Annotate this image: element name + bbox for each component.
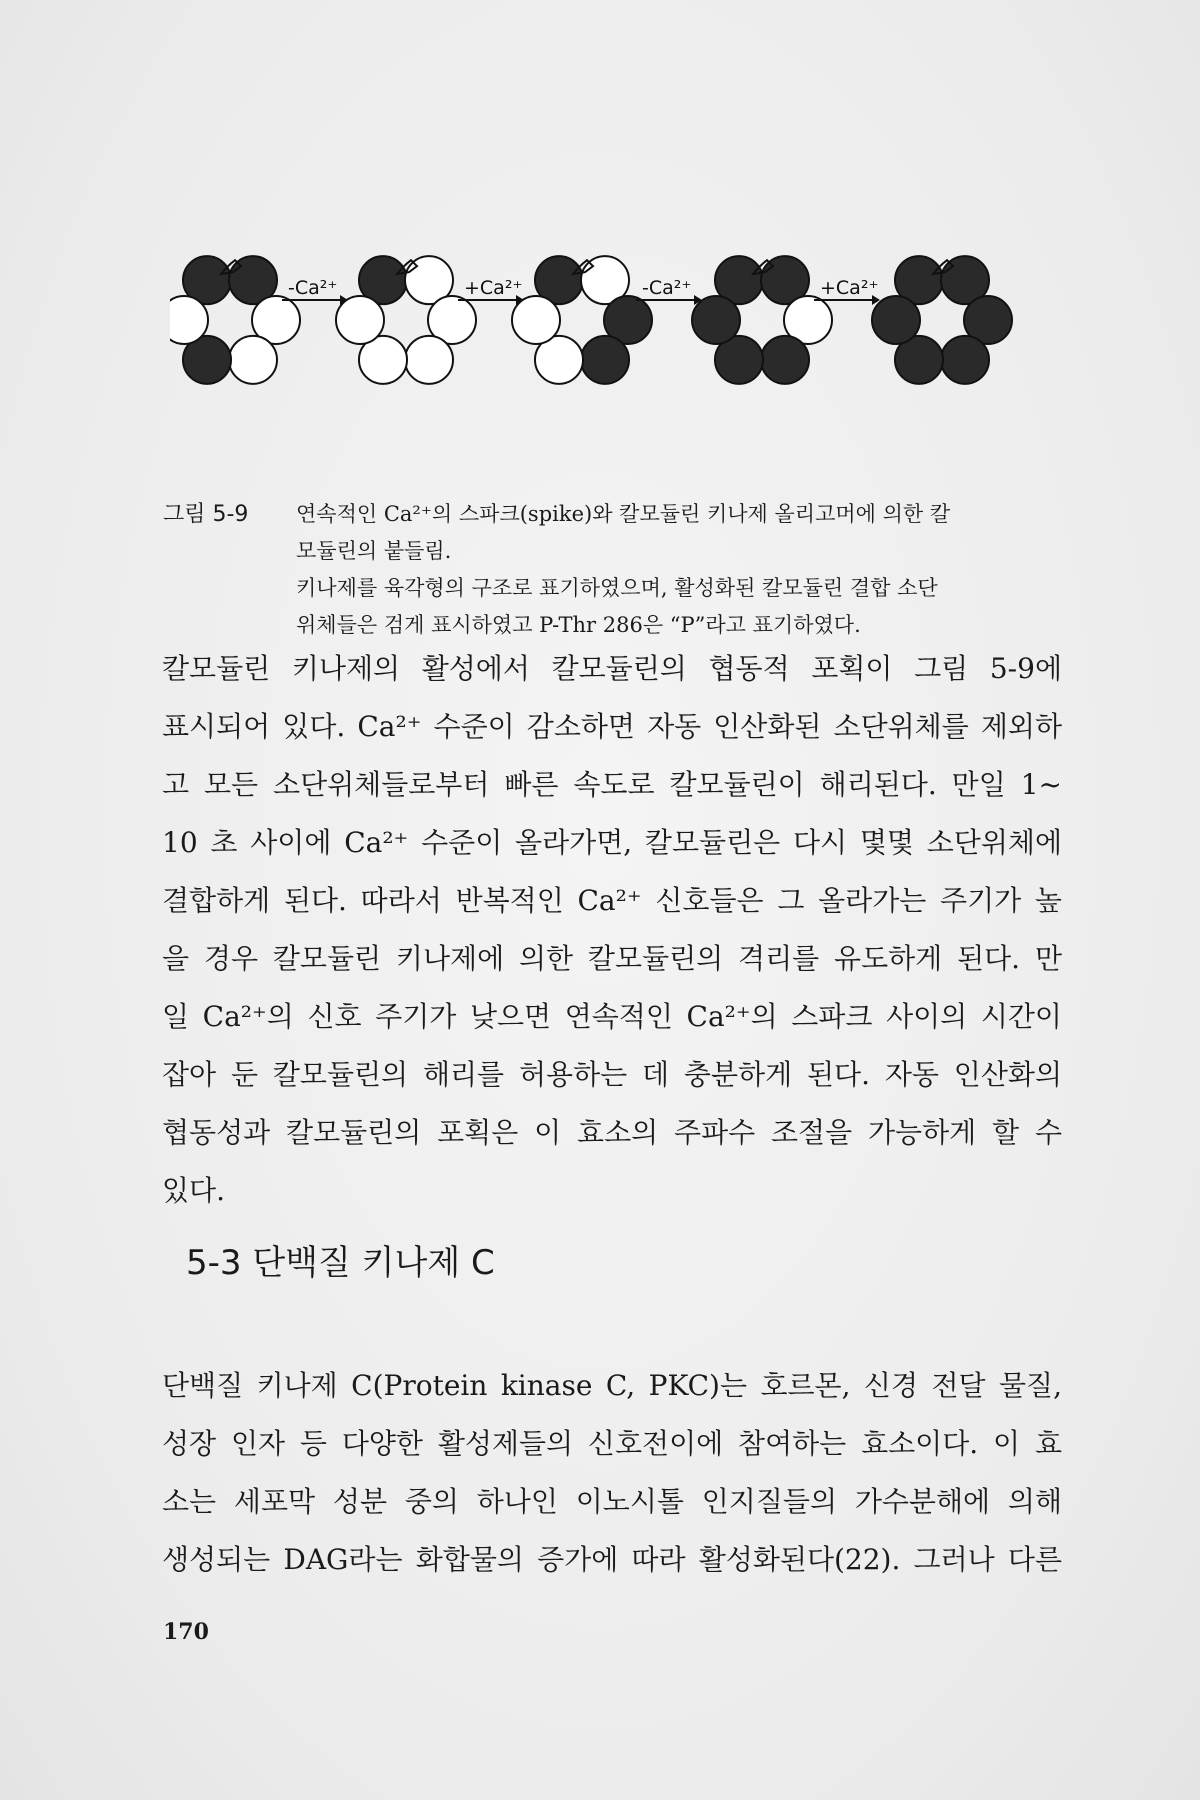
kinase-hexamer — [336, 256, 476, 384]
text-line: 잡아 둔 칼모듈린의 해리를 허용하는 데 충분하게 된다. 자동 인산화의 — [162, 1058, 1062, 1091]
caption-number: 그림 5-9 — [163, 502, 249, 527]
text-line: 을 경우 칼모듈린 키나제에 의한 칼모듈린의 격리를 유도하게 된다. 만 — [162, 942, 1062, 975]
free-subunit — [336, 296, 384, 344]
caption-line: 위체들은 검게 표시하였고 P-Thr 286은 “P”라고 표기하였다. — [296, 613, 861, 637]
text-line: 생성되는 DAG라는 화합물의 증가에 따라 활성화된다(22). 그러나 다른 — [162, 1543, 1062, 1576]
step-label: +Ca²⁺ — [464, 277, 523, 299]
free-subunit — [512, 296, 560, 344]
caption-line: 모듈린의 붙들림. — [296, 539, 452, 563]
page-number: 170 — [163, 1619, 209, 1645]
bound-subunit — [761, 336, 809, 384]
caption-text — [296, 496, 1066, 644]
kinase-hexamer — [692, 256, 832, 384]
bound-subunit — [872, 296, 920, 344]
kinase-hexamer — [872, 256, 1012, 384]
kinase-hexamer — [170, 256, 300, 384]
kinase-hexamer — [512, 256, 652, 384]
free-subunit — [405, 336, 453, 384]
text-line: 소는 세포막 성분 중의 하나인 이노시톨 인지질들의 가수분해에 의해 — [162, 1485, 1062, 1518]
bound-subunit — [941, 336, 989, 384]
step-label: -Ca²⁺ — [642, 277, 692, 299]
caption-line: 연속적인 Ca²⁺의 스파크(spike)와 칼모듈린 키나제 올리고머에 의한 칼 — [296, 502, 951, 526]
section-heading: 5-3 단백질 키나제 C — [186, 1243, 495, 1283]
free-subunit — [229, 336, 277, 384]
bound-subunit — [581, 336, 629, 384]
text-line: 표시되어 있다. Ca²⁺ 수준이 감소하면 자동 인산화된 소단위체를 제외하 — [162, 710, 1062, 743]
text-line: 있다. — [162, 1174, 225, 1207]
text-line: 10 초 사이에 Ca²⁺ 수준이 올라가면, 칼모듈린은 다시 몇몇 소단위체에 — [162, 826, 1062, 859]
bound-subunit — [692, 296, 740, 344]
step-label: +Ca²⁺ — [820, 277, 879, 299]
text-line: 칼모듈린 키나제의 활성에서 칼모듈린의 협동적 포획이 그림 5-9에 — [162, 652, 1062, 685]
text-line: 협동성과 칼모듈린의 포획은 이 효소의 주파수 조절을 가능하게 할 수 — [162, 1116, 1062, 1149]
text-line: 성장 인자 등 다양한 활성제들의 신호전이에 참여하는 효소이다. 이 효 — [162, 1427, 1062, 1460]
paragraph-2 — [162, 1357, 1062, 1589]
caption-line: 키나제를 육각형의 구조로 표기하였으며, 활성화된 칼모듈린 결합 소단 — [296, 576, 938, 600]
text-line: 단백질 키나제 C(Protein kinase C, PKC)는 호르몬, 신경 전달 물질, — [162, 1369, 1062, 1402]
text-line: 일 Ca²⁺의 신호 주기가 낮으면 연속적인 Ca²⁺의 스파크 사이의 시간이 — [162, 1000, 1062, 1033]
free-subunit — [170, 296, 208, 344]
paragraph-1 — [162, 640, 1062, 1220]
calmodulin-kinase-diagram — [170, 230, 1040, 420]
text-line: 고 모든 소단위체들로부터 빠른 속도로 칼모듈린이 해리된다. 만일 1~ — [162, 768, 1062, 801]
text-line: 결합하게 된다. 따라서 반복적인 Ca²⁺ 신호들은 그 올라가는 주기가 높 — [162, 884, 1062, 917]
step-label: -Ca²⁺ — [288, 277, 338, 299]
figure-5-9 — [170, 230, 1040, 420]
